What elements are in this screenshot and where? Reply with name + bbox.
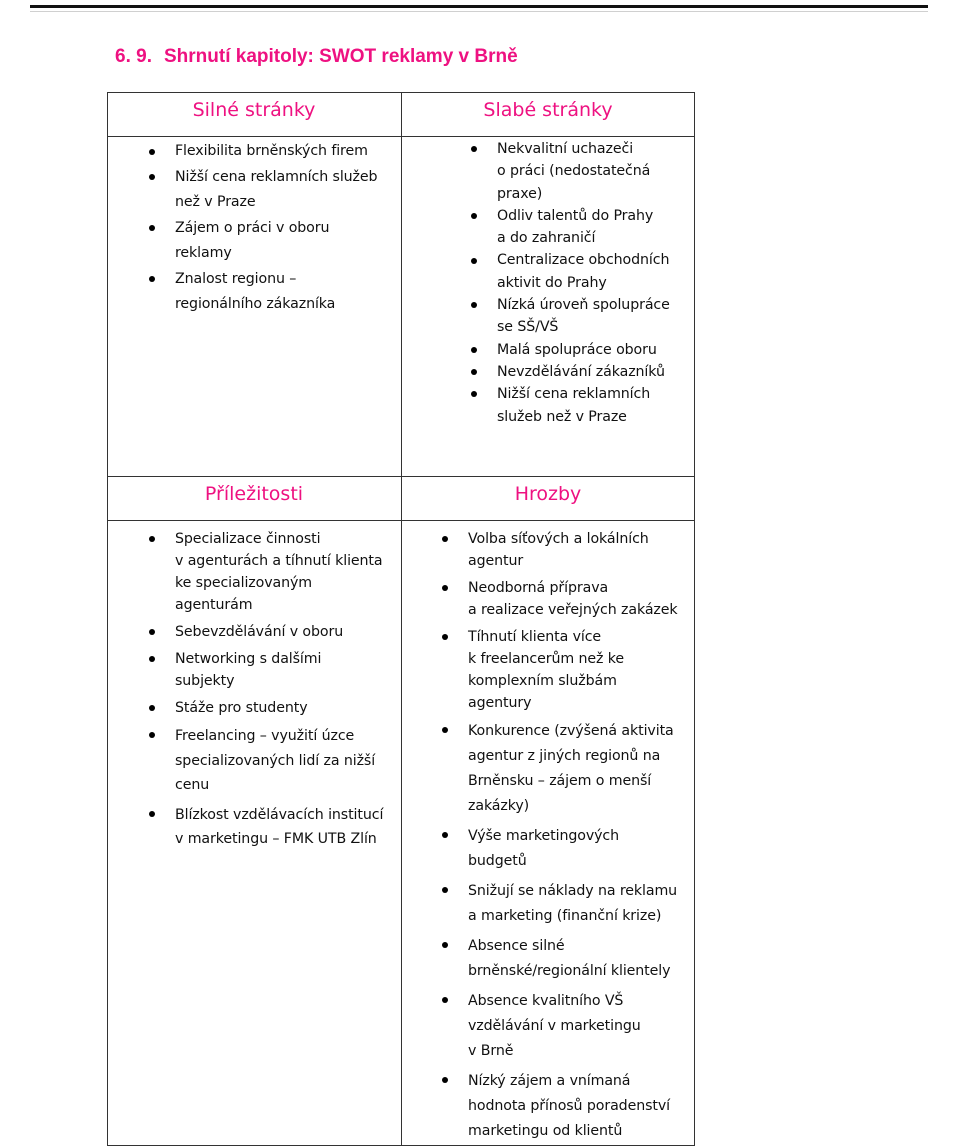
strengths-title: Silné stránky [192,99,316,121]
header-row-divider-top [107,136,695,137]
threats-item-text: Brněnsku – zájem o menší [468,773,652,789]
threats-item [468,626,678,714]
weaknesses-item [497,361,670,383]
strengths-item-text: Flexibilita brněnských firem [175,143,368,159]
strengths-item-text: reklamy [175,245,232,261]
opportunities-item-text: cenu [175,777,210,793]
opportunities-item [175,724,383,798]
bullet-icon [471,347,477,353]
opportunities-item [175,621,383,643]
threats-item [468,577,678,621]
weaknesses-item-text: Malá spolupráce oboru [497,341,657,358]
weaknesses-item-text: o práci (nedostatečná [497,163,651,180]
weaknesses-item-text: praxe) [497,185,543,202]
header-row-divider-bottom [107,520,695,521]
bullet-icon [149,536,155,542]
table-divider-vertical [401,92,402,1146]
opportunities-item [175,803,383,852]
strengths-item-text: Nižší cena reklamních služeb [175,168,378,185]
bullet-icon [471,213,477,219]
bullet-icon [149,225,155,231]
opportunities-item-text: Sebevzdělávání v oboru [175,624,344,640]
opportunities-item-text: Networking s dalšími [175,651,322,667]
bullet-icon [149,174,155,180]
threats-item-text: zakázky) [468,798,530,814]
opportunities-list [175,528,383,852]
strengths-item [175,267,377,318]
weaknesses-item-text: Nevzdělávání zákazníků [497,363,665,380]
bullet-icon [442,997,448,1003]
weaknesses-item-text: se SŠ/VŠ [497,319,559,336]
opportunities-item-text: subjekty [175,673,235,689]
weaknesses-item-text: Nižší cena reklamních [497,386,651,403]
threats-item-text: Snižují se náklady na reklamu [468,883,678,899]
threats-item-text: Volba síťových a lokálních [468,531,649,547]
section-heading [115,44,518,70]
bullet-icon [442,536,448,542]
bullet-icon [442,887,448,893]
weaknesses-item-text: služeb než v Praze [497,408,627,425]
threats-item [468,824,678,874]
bullet-icon [442,634,448,640]
bullet-icon [471,258,477,264]
strengths-item-text: než v Praze [175,194,256,210]
opportunities-item [175,528,383,616]
table-border-left [107,92,108,1146]
bullet-icon [471,391,477,397]
opportunities-item [175,648,383,692]
table-border-right [694,92,695,1146]
threats-item-text: brněnské/regionální klientely [468,963,671,979]
bullet-icon [442,832,448,838]
threats-item-text: Konkurence (zvýšená aktivita [468,723,674,739]
threats-item [468,1069,678,1144]
threats-item-text: agentur z jiných regionů na [468,748,661,764]
bullet-icon [471,302,477,308]
strengths-item [175,216,377,267]
opportunities-item [175,697,383,719]
threats-item-text: k freelancerům než ke [468,651,625,667]
threats-item-text: v Brně [468,1043,514,1059]
opportunities-item-text: Specializace činnosti [175,531,321,547]
bullet-icon [442,585,448,591]
bullet-icon [149,732,155,738]
bullet-icon [442,727,448,733]
threats-item [468,934,678,984]
weaknesses-list [497,138,670,428]
opportunities-item-text: Freelancing – využití úzce [175,728,355,744]
threats-item-text: vzdělávání v marketingu [468,1018,641,1034]
threats-title: Hrozby [514,483,582,505]
weaknesses-item-text: aktivit do Prahy [497,274,607,291]
strengths-item [175,165,377,216]
weaknesses-item [497,383,670,428]
section-number: 6. 9. [115,46,152,67]
weaknesses-title: Slabé stránky [483,99,613,121]
weaknesses-item [497,138,670,205]
threats-item-text: hodnota přínosů poradenství [468,1098,670,1114]
threats-item-text: marketingu od klientů [468,1123,623,1139]
opportunities-item-text: specializovaných lidí za nižší [175,752,376,769]
weaknesses-item [497,205,670,250]
threats-item-text: agentur [468,553,524,569]
bullet-icon [471,369,477,375]
bullet-icon [442,1077,448,1083]
opportunities-title: Příležitosti [204,483,304,505]
threats-item [468,719,678,819]
weaknesses-item [497,249,670,294]
strengths-item-text: regionálního zákazníka [175,296,336,312]
threats-item [468,989,678,1064]
weaknesses-item-text: Odliv talentů do Prahy [497,207,654,224]
bullet-icon [149,705,155,711]
threats-item-text: Tíhnutí klienta více [468,629,602,645]
bullet-icon [149,149,155,155]
threats-item-text: Absence silné [468,938,565,954]
threats-item-text: a realizace veřejných zakázek [468,602,678,618]
strengths-item [175,139,377,165]
weaknesses-item-text: Nízká úroveň spolupráce [497,297,670,314]
threats-item-text: Nízký zájem a vnímaná [468,1073,631,1089]
threats-item-text: komplexním službám [468,673,617,689]
threats-item-text: a marketing (finanční krize) [468,908,662,924]
opportunities-item-text: v agenturách a tíhnutí klienta [175,553,383,569]
top-rule-thin [30,11,928,12]
threats-item-text: budgetů [468,853,527,869]
table-divider-horizontal [107,476,695,477]
strengths-item-text: Znalost regionu – [175,270,297,287]
strengths-list [175,139,377,318]
opportunities-item-text: ke specializovaným [175,575,313,591]
threats-item-text: Výše marketingových [468,828,620,844]
bullet-icon [149,656,155,662]
threats-item-text: Absence kvalitního VŠ [468,993,624,1009]
threats-item [468,528,678,572]
opportunities-item-text: agenturám [175,597,253,613]
opportunities-item-text: Blízkost vzdělávacích institucí [175,806,384,823]
bullet-icon [149,629,155,635]
opportunities-item-text: v marketingu – FMK UTB Zlín [175,831,377,847]
threats-list [468,528,678,1144]
weaknesses-item [497,294,670,339]
section-title: Shrnutí kapitoly: SWOT reklamy v Brně [163,46,518,67]
top-rule [30,5,928,8]
bullet-icon [471,146,477,152]
bullet-icon [149,276,155,282]
weaknesses-item [497,339,670,361]
swot-table [107,92,695,1146]
threats-item [468,879,678,929]
opportunities-item-text: Stáže pro studenty [175,700,308,716]
threats-item-text: Neodborná příprava [468,580,609,596]
table-border-top [107,92,695,93]
strengths-item-text: Zájem o práci v oboru [175,219,330,236]
weaknesses-item-text: Centralizace obchodních [497,252,670,269]
weaknesses-item-text: a do zahraničí [497,230,596,247]
table-border-bottom [107,1145,695,1146]
bullet-icon [149,811,155,817]
threats-item-text: agentury [468,695,532,711]
bullet-icon [442,942,448,948]
weaknesses-item-text: Nekvalitní uchazeči [497,141,634,157]
